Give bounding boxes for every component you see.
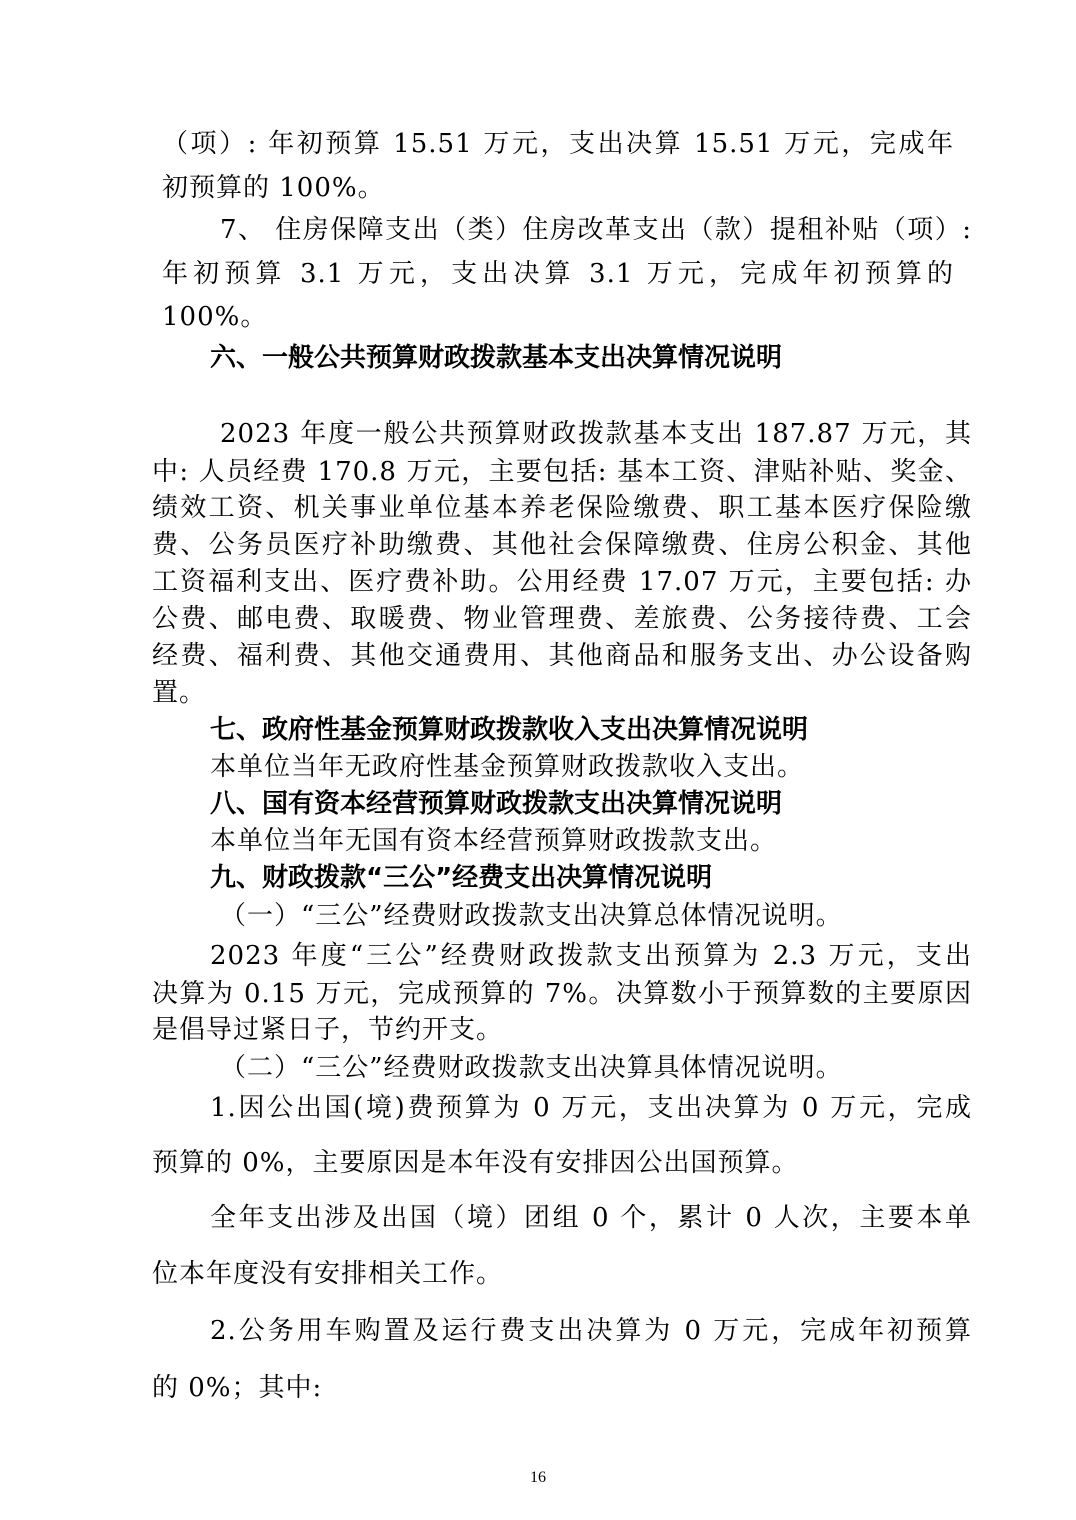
text-line: 7、 住房保障支出（类）住房改革支出（款）提租补贴（项）:	[220, 215, 972, 245]
text-line: 置。	[152, 678, 207, 708]
text-line: 决算为 0.15 万元，完成预算的 7%。决算数小于预算数的主要原因	[152, 979, 972, 1009]
section-heading: 九、财政拨款“三公”经费支出决算情况说明	[210, 863, 713, 893]
text-line: 工资福利支出、医疗费补助。公用经费 17.07 万元，主要包括: 办	[152, 567, 972, 597]
section-heading: 八、国有资本经营预算财政拨款支出决算情况说明	[210, 789, 783, 819]
text-line: 本单位当年无国有资本经营预算财政拨款支出。	[210, 826, 778, 856]
text-line: 是倡导过紧日子，节约开支。	[152, 1015, 504, 1045]
page-number: 16	[530, 1469, 546, 1486]
text-line: 的 0%；其中:	[152, 1373, 323, 1403]
text-line: 初预算的 100%。	[162, 173, 385, 203]
text-line: 2023 年度一般公共预算财政拨款基本支出 187.87 万元，其	[220, 419, 972, 449]
text-line: 1.因公出国(境)费预算为 0 万元，支出决算为 0 万元，完成	[210, 1093, 972, 1123]
text-line: 100%。	[162, 302, 268, 332]
text-line: 2023 年度“三公”经费财政拨款支出预算为 2.3 万元，支出	[210, 941, 972, 971]
text-line: 公费、邮电费、取暖费、物业管理费、差旅费、公务接待费、工会	[152, 604, 972, 634]
text-line: （项）: 年初预算 15.51 万元，支出决算 15.51 万元，完成年	[162, 129, 954, 159]
text-line: 2.公务用车购置及运行费支出决算为 0 万元，完成年初预算	[210, 1316, 972, 1346]
text-line: 预算的 0%，主要原因是本年没有安排因公出国预算。	[152, 1148, 799, 1178]
text-line: 本单位当年无政府性基金预算财政拨款收入支出。	[210, 752, 805, 782]
text-line: 经费、福利费、其他交通费用、其他商品和服务支出、办公设备购	[152, 641, 972, 671]
text-line: 位本年度没有安排相关工作。	[152, 1259, 504, 1289]
text-line: 中: 人员经费 170.8 万元，主要包括: 基本工资、津贴补贴、奖金、	[152, 457, 972, 487]
section-heading: 六、一般公共预算财政拨款基本支出决算情况说明	[210, 343, 783, 373]
text-line: （一）“三公”经费财政拨款支出决算总体情况说明。	[220, 901, 843, 931]
text-line: （二）“三公”经费财政拨款支出决算具体情况说明。	[220, 1053, 843, 1083]
text-line: 绩效工资、机关事业单位基本养老保险缴费、职工基本医疗保险缴	[152, 493, 972, 523]
text-line: 费、公务员医疗补助缴费、其他社会保障缴费、住房公积金、其他	[152, 530, 972, 560]
text-line: 年初预算 3.1 万元，支出决算 3.1 万元，完成年初预算的	[162, 259, 954, 289]
section-heading: 七、政府性基金预算财政拨款收入支出决算情况说明	[210, 715, 809, 745]
text-line: 全年支出涉及出国（境）团组 0 个，累计 0 人次，主要本单	[210, 1203, 972, 1233]
